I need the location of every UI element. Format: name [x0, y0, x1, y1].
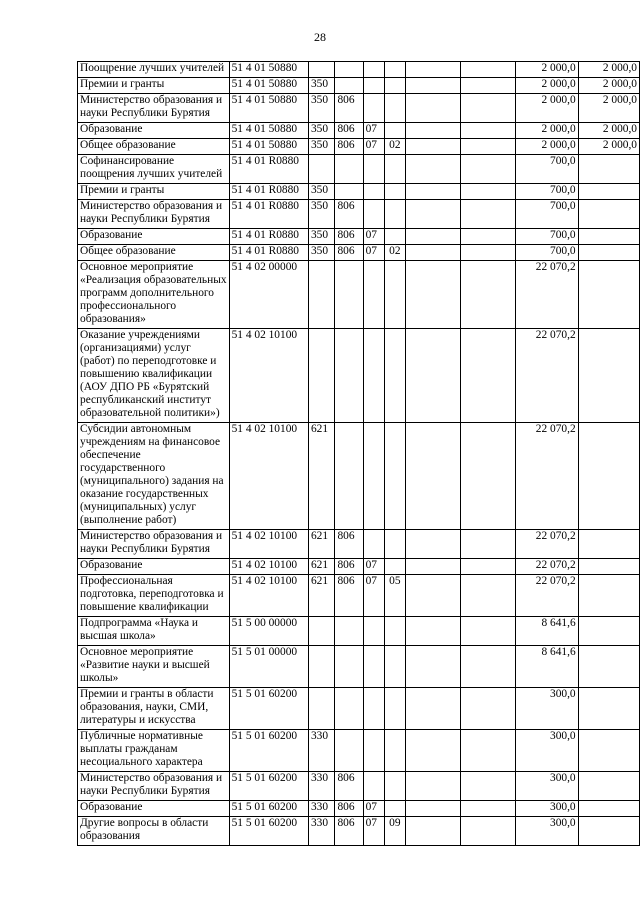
cell-expense-type: 330	[308, 730, 334, 772]
cell-department: 806	[335, 245, 363, 261]
cell-department	[335, 617, 363, 646]
cell-code: 51 4 01 50880	[229, 94, 308, 123]
table-row	[78, 62, 640, 78]
cell-subsection	[384, 688, 405, 730]
cell-subsection: 09	[384, 817, 405, 846]
cell-department	[335, 78, 363, 94]
cell-name: Образование	[78, 559, 230, 575]
cell-subsection	[384, 329, 405, 423]
cell-name: Премии и гранты	[78, 78, 230, 94]
cell-department: 806	[335, 559, 363, 575]
cell-amount-4	[578, 329, 639, 423]
cell-amount-1	[405, 559, 460, 575]
cell-code: 51 4 01 R0880	[229, 200, 308, 229]
cell-section: 07	[363, 229, 384, 245]
cell-name: Основное мероприятие «Реализация образовательных программ дополнительного профессионального образования»	[78, 261, 230, 329]
cell-amount-2	[460, 229, 515, 245]
cell-name: Подпрограмма «Наука и высшая школа»	[78, 617, 230, 646]
cell-amount-1	[405, 78, 460, 94]
cell-amount-2	[460, 245, 515, 261]
cell-section	[363, 62, 384, 78]
cell-amount-4: 2 000,0	[578, 62, 639, 78]
cell-amount-2	[460, 184, 515, 200]
cell-code: 51 5 01 60200	[229, 817, 308, 846]
cell-subsection: 05	[384, 575, 405, 617]
cell-department	[335, 646, 363, 688]
table-row	[78, 575, 640, 617]
cell-code: 51 4 02 10100	[229, 559, 308, 575]
cell-subsection	[384, 261, 405, 329]
cell-subsection	[384, 801, 405, 817]
cell-subsection	[384, 78, 405, 94]
cell-amount-1	[405, 423, 460, 530]
cell-amount-2	[460, 423, 515, 530]
cell-department: 806	[335, 139, 363, 155]
cell-amount-4	[578, 245, 639, 261]
cell-name: Общее образование	[78, 139, 230, 155]
cell-amount-1	[405, 575, 460, 617]
cell-amount-2	[460, 329, 515, 423]
cell-amount-1	[405, 329, 460, 423]
cell-code: 51 4 02 10100	[229, 530, 308, 559]
cell-amount-1	[405, 200, 460, 229]
cell-code: 51 5 00 00000	[229, 617, 308, 646]
cell-code: 51 5 01 00000	[229, 646, 308, 688]
cell-amount-1	[405, 617, 460, 646]
cell-department: 806	[335, 200, 363, 229]
cell-amount-1	[405, 530, 460, 559]
cell-amount-2	[460, 261, 515, 329]
cell-name: Софинансирование поощрения лучших учителей	[78, 155, 230, 184]
cell-subsection	[384, 559, 405, 575]
cell-section	[363, 646, 384, 688]
cell-name: Образование	[78, 123, 230, 139]
cell-name: Общее образование	[78, 245, 230, 261]
cell-amount-4	[578, 730, 639, 772]
cell-department: 806	[335, 229, 363, 245]
cell-section	[363, 530, 384, 559]
cell-code: 51 5 01 60200	[229, 688, 308, 730]
cell-name: Образование	[78, 801, 230, 817]
cell-section: 07	[363, 575, 384, 617]
cell-subsection	[384, 530, 405, 559]
cell-amount-4	[578, 688, 639, 730]
table-row	[78, 78, 640, 94]
cell-department	[335, 62, 363, 78]
cell-expense-type: 350	[308, 200, 334, 229]
cell-name: Поощрение лучших учителей	[78, 62, 230, 78]
table-row	[78, 817, 640, 846]
cell-amount-3: 300,0	[515, 801, 578, 817]
cell-amount-2	[460, 94, 515, 123]
cell-expense-type: 621	[308, 575, 334, 617]
cell-code: 51 4 02 10100	[229, 329, 308, 423]
cell-amount-3: 700,0	[515, 245, 578, 261]
cell-amount-3: 8 641,6	[515, 617, 578, 646]
cell-department: 806	[335, 817, 363, 846]
table-row	[78, 139, 640, 155]
cell-amount-4	[578, 200, 639, 229]
cell-expense-type	[308, 646, 334, 688]
cell-subsection	[384, 184, 405, 200]
cell-section	[363, 688, 384, 730]
cell-amount-1	[405, 772, 460, 801]
cell-code: 51 4 01 R0880	[229, 229, 308, 245]
cell-amount-3: 22 070,2	[515, 559, 578, 575]
cell-amount-2	[460, 155, 515, 184]
cell-expense-type	[308, 617, 334, 646]
cell-code: 51 4 01 50880	[229, 139, 308, 155]
budget-table	[77, 61, 640, 846]
cell-section	[363, 617, 384, 646]
cell-amount-3: 2 000,0	[515, 94, 578, 123]
table-row	[78, 184, 640, 200]
cell-subsection	[384, 62, 405, 78]
cell-subsection	[384, 94, 405, 123]
budget-table-body	[78, 62, 640, 846]
cell-code: 51 4 01 50880	[229, 78, 308, 94]
cell-section	[363, 730, 384, 772]
cell-amount-4	[578, 155, 639, 184]
cell-amount-3: 300,0	[515, 730, 578, 772]
cell-amount-3: 300,0	[515, 772, 578, 801]
cell-amount-3: 8 641,6	[515, 646, 578, 688]
cell-expense-type: 330	[308, 801, 334, 817]
cell-amount-2	[460, 817, 515, 846]
cell-amount-2	[460, 530, 515, 559]
cell-section	[363, 423, 384, 530]
cell-subsection	[384, 646, 405, 688]
cell-amount-4: 2 000,0	[578, 94, 639, 123]
cell-amount-4: 2 000,0	[578, 139, 639, 155]
cell-section	[363, 261, 384, 329]
cell-amount-1	[405, 155, 460, 184]
cell-code: 51 4 02 00000	[229, 261, 308, 329]
cell-amount-1	[405, 184, 460, 200]
cell-section: 07	[363, 817, 384, 846]
cell-amount-3: 22 070,2	[515, 575, 578, 617]
table-row	[78, 200, 640, 229]
cell-name: Основное мероприятие «Развитие науки и высшей школы»	[78, 646, 230, 688]
cell-section	[363, 78, 384, 94]
cell-amount-1	[405, 62, 460, 78]
cell-amount-4	[578, 261, 639, 329]
cell-amount-4	[578, 801, 639, 817]
table-row	[78, 423, 640, 530]
cell-expense-type: 350	[308, 123, 334, 139]
cell-subsection: 02	[384, 245, 405, 261]
cell-expense-type: 330	[308, 817, 334, 846]
cell-expense-type: 350	[308, 94, 334, 123]
cell-amount-2	[460, 772, 515, 801]
cell-subsection	[384, 730, 405, 772]
cell-section	[363, 184, 384, 200]
cell-code: 51 4 01 R0880	[229, 184, 308, 200]
cell-amount-3: 700,0	[515, 229, 578, 245]
table-row	[78, 245, 640, 261]
cell-section: 07	[363, 245, 384, 261]
cell-name: Министерство образования и науки Республики Бурятия	[78, 772, 230, 801]
cell-amount-3: 22 070,2	[515, 530, 578, 559]
cell-expense-type: 350	[308, 245, 334, 261]
cell-amount-2	[460, 200, 515, 229]
table-row	[78, 730, 640, 772]
cell-department	[335, 423, 363, 530]
cell-department	[335, 184, 363, 200]
cell-code: 51 5 01 60200	[229, 730, 308, 772]
table-row	[78, 261, 640, 329]
cell-amount-4	[578, 229, 639, 245]
cell-amount-3: 22 070,2	[515, 261, 578, 329]
cell-name: Министерство образования и науки Республики Бурятия	[78, 530, 230, 559]
cell-expense-type: 621	[308, 559, 334, 575]
cell-amount-1	[405, 646, 460, 688]
cell-amount-3: 22 070,2	[515, 423, 578, 530]
cell-section	[363, 200, 384, 229]
cell-amount-4	[578, 817, 639, 846]
cell-name: Профессиональная подготовка, переподготовка и повышение квалификации	[78, 575, 230, 617]
cell-section: 07	[363, 559, 384, 575]
page-number: 28	[314, 30, 326, 44]
cell-amount-2	[460, 559, 515, 575]
cell-code: 51 4 02 10100	[229, 423, 308, 530]
cell-department	[335, 730, 363, 772]
cell-amount-1	[405, 817, 460, 846]
cell-department	[335, 688, 363, 730]
table-row	[78, 123, 640, 139]
cell-amount-3: 2 000,0	[515, 123, 578, 139]
cell-department: 806	[335, 575, 363, 617]
cell-amount-2	[460, 801, 515, 817]
table-row	[78, 772, 640, 801]
cell-subsection	[384, 617, 405, 646]
cell-expense-type	[308, 62, 334, 78]
table-row	[78, 329, 640, 423]
cell-amount-3: 2 000,0	[515, 62, 578, 78]
cell-amount-2	[460, 139, 515, 155]
cell-name: Образование	[78, 229, 230, 245]
cell-expense-type: 350	[308, 139, 334, 155]
cell-code: 51 5 01 60200	[229, 801, 308, 817]
cell-amount-1	[405, 139, 460, 155]
cell-subsection	[384, 123, 405, 139]
cell-expense-type: 350	[308, 184, 334, 200]
table-row	[78, 155, 640, 184]
cell-expense-type: 350	[308, 78, 334, 94]
cell-amount-2	[460, 730, 515, 772]
cell-name: Другие вопросы в области образования	[78, 817, 230, 846]
cell-department: 806	[335, 801, 363, 817]
cell-expense-type: 621	[308, 530, 334, 559]
cell-amount-4: 2 000,0	[578, 123, 639, 139]
cell-name: Субсидии автономным учреждениям на финансовое обеспечение государственного (муниципального) задания на оказание государственных (муниципальных) услуг (выполнение работ)	[78, 423, 230, 530]
cell-amount-1	[405, 261, 460, 329]
cell-subsection	[384, 772, 405, 801]
cell-expense-type	[308, 155, 334, 184]
cell-name: Министерство образования и науки Республики Бурятия	[78, 94, 230, 123]
cell-amount-3: 700,0	[515, 155, 578, 184]
cell-code: 51 4 02 10100	[229, 575, 308, 617]
cell-section	[363, 155, 384, 184]
cell-code: 51 4 01 50880	[229, 62, 308, 78]
cell-amount-3: 700,0	[515, 184, 578, 200]
cell-amount-3: 700,0	[515, 200, 578, 229]
cell-expense-type	[308, 261, 334, 329]
cell-section: 07	[363, 139, 384, 155]
table-row	[78, 646, 640, 688]
cell-subsection	[384, 155, 405, 184]
cell-expense-type: 330	[308, 772, 334, 801]
cell-name: Премии и гранты в области образования, науки, СМИ, литературы и искусства	[78, 688, 230, 730]
cell-amount-4	[578, 530, 639, 559]
cell-section	[363, 94, 384, 123]
cell-code: 51 4 01 R0880	[229, 245, 308, 261]
table-row	[78, 530, 640, 559]
cell-amount-2	[460, 688, 515, 730]
table-row	[78, 617, 640, 646]
table-row	[78, 801, 640, 817]
table-row	[78, 688, 640, 730]
cell-amount-1	[405, 94, 460, 123]
cell-amount-1	[405, 245, 460, 261]
cell-amount-2	[460, 78, 515, 94]
cell-amount-4	[578, 617, 639, 646]
cell-amount-4	[578, 646, 639, 688]
cell-expense-type	[308, 329, 334, 423]
cell-subsection	[384, 200, 405, 229]
cell-amount-2	[460, 617, 515, 646]
cell-department: 806	[335, 772, 363, 801]
cell-department: 806	[335, 530, 363, 559]
cell-name: Оказание учреждениями (организациями) услуг (работ) по переподготовке и повышению квалификации (АОУ ДПО РБ «Бурятский республиканский институт образовательной политики»)	[78, 329, 230, 423]
cell-code: 51 4 01 50880	[229, 123, 308, 139]
cell-code: 51 4 01 R0880	[229, 155, 308, 184]
cell-section: 07	[363, 801, 384, 817]
cell-department: 806	[335, 123, 363, 139]
cell-subsection	[384, 229, 405, 245]
cell-amount-3: 22 070,2	[515, 329, 578, 423]
cell-section	[363, 772, 384, 801]
cell-department: 806	[335, 94, 363, 123]
cell-amount-2	[460, 62, 515, 78]
cell-name: Министерство образования и науки Республики Бурятия	[78, 200, 230, 229]
cell-name: Премии и гранты	[78, 184, 230, 200]
cell-name: Публичные нормативные выплаты гражданам несоциального характера	[78, 730, 230, 772]
cell-amount-3: 300,0	[515, 688, 578, 730]
cell-amount-4	[578, 575, 639, 617]
cell-amount-3: 2 000,0	[515, 78, 578, 94]
cell-amount-4	[578, 559, 639, 575]
cell-department	[335, 155, 363, 184]
table-row	[78, 229, 640, 245]
cell-expense-type: 350	[308, 229, 334, 245]
table-row	[78, 559, 640, 575]
cell-amount-3: 300,0	[515, 817, 578, 846]
cell-amount-4	[578, 423, 639, 530]
cell-amount-4: 2 000,0	[578, 78, 639, 94]
cell-expense-type	[308, 688, 334, 730]
table-row	[78, 94, 640, 123]
cell-code: 51 5 01 60200	[229, 772, 308, 801]
cell-amount-1	[405, 229, 460, 245]
cell-amount-1	[405, 123, 460, 139]
cell-section	[363, 329, 384, 423]
cell-section: 07	[363, 123, 384, 139]
cell-amount-2	[460, 123, 515, 139]
cell-amount-3: 2 000,0	[515, 139, 578, 155]
cell-amount-1	[405, 801, 460, 817]
cell-subsection	[384, 423, 405, 530]
cell-amount-2	[460, 646, 515, 688]
cell-amount-1	[405, 730, 460, 772]
cell-department	[335, 329, 363, 423]
cell-amount-1	[405, 688, 460, 730]
cell-subsection: 02	[384, 139, 405, 155]
cell-department	[335, 261, 363, 329]
cell-amount-2	[460, 575, 515, 617]
cell-expense-type: 621	[308, 423, 334, 530]
cell-amount-4	[578, 772, 639, 801]
cell-amount-4	[578, 184, 639, 200]
